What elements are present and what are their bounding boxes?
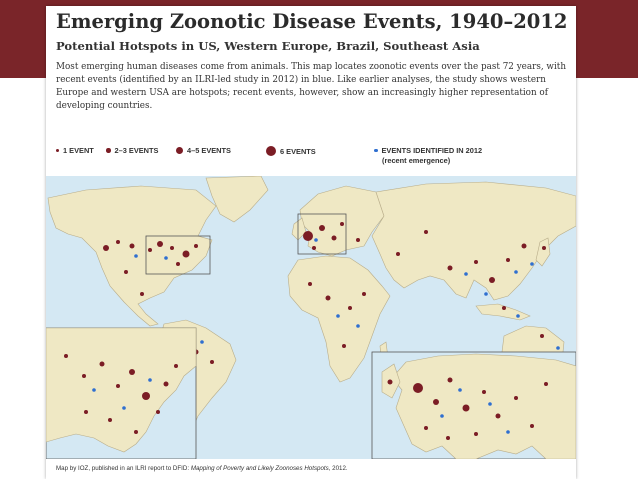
legend-item-6-events <box>266 146 316 156</box>
recent-event-marker <box>514 270 518 274</box>
inset-europe-event <box>474 432 478 436</box>
inset-europe-event <box>544 382 548 386</box>
inset-europe-event <box>463 405 470 412</box>
event-marker <box>489 277 495 283</box>
event-marker <box>332 236 337 241</box>
inset-europe-recent <box>506 430 510 434</box>
event-marker <box>303 231 313 241</box>
recent-event-marker <box>356 324 360 328</box>
inset-europe <box>372 352 576 459</box>
event-marker <box>116 240 120 244</box>
legend-recent-sublabel: (recent emergence) <box>382 156 451 165</box>
event-marker <box>448 266 453 271</box>
event-marker <box>356 238 360 242</box>
legend-dot-1-event <box>56 149 59 152</box>
recent-event-marker <box>484 292 488 296</box>
event-marker <box>103 245 109 251</box>
event-marker <box>362 292 366 296</box>
inset-europe-event <box>424 426 428 430</box>
north-america-shape <box>48 186 216 326</box>
figure-description: Most emerging human diseases come from animals. This map locates zoonotic events over the past 72 years, with recent events (identified by an ILRI-led study in 2012) in blue. Like earlier analyses, the study shows western Europe and western USA are hotspots; recent events, however, show an increasingly higher representation of developing countries. <box>56 62 566 111</box>
event-marker <box>194 244 198 248</box>
world-map <box>46 176 576 459</box>
map-credit <box>56 465 348 472</box>
greenland-shape <box>206 176 268 222</box>
event-marker <box>326 296 331 301</box>
inset-europe-event <box>413 383 423 393</box>
event-marker <box>124 270 128 274</box>
recent-event-marker <box>314 238 318 242</box>
inset-europe-recent <box>440 414 444 418</box>
recent-event-marker <box>134 254 138 258</box>
event-marker <box>396 252 400 256</box>
inset-usa-event <box>108 418 112 422</box>
recent-event-marker <box>164 256 168 260</box>
inset-europe-event <box>530 424 534 428</box>
inset-usa-event <box>142 392 150 400</box>
event-marker <box>540 334 544 338</box>
event-marker <box>542 246 546 250</box>
credit-suffix: , 2012. <box>328 465 348 472</box>
map-figure <box>46 6 576 479</box>
event-marker <box>340 222 344 226</box>
inset-usa-event <box>134 430 138 434</box>
inset-usa-event <box>129 369 135 375</box>
inset-europe-event <box>448 378 453 383</box>
event-marker <box>502 306 506 310</box>
world-map-graphic <box>46 176 576 459</box>
legend-item-1-event <box>56 146 94 155</box>
inset-europe-event <box>446 436 450 440</box>
event-marker <box>506 258 510 262</box>
recent-event-marker <box>200 340 204 344</box>
inset-usa-event <box>164 382 169 387</box>
recent-event-marker <box>516 314 520 318</box>
legend-item-2-3-events <box>106 146 158 155</box>
legend-label: 6 EVENTS <box>280 146 316 156</box>
inset-usa-event <box>174 364 178 368</box>
credit-prefix: Map by IOZ, published in an ILRI report to DFID: <box>56 465 191 472</box>
recent-event-marker <box>556 346 560 350</box>
event-marker <box>183 251 190 258</box>
inset-usa-recent <box>122 406 126 410</box>
event-marker <box>342 344 346 348</box>
event-marker <box>424 230 428 234</box>
inset-europe-event <box>433 399 439 405</box>
inset-usa-recent <box>148 378 152 382</box>
inset-europe-event <box>388 380 393 385</box>
inset-usa-event <box>116 384 120 388</box>
figure-title: Emerging Zoonotic Disease Events, 1940–2012 <box>56 10 568 33</box>
event-marker <box>308 282 312 286</box>
recent-event-marker <box>336 314 340 318</box>
event-marker <box>176 262 180 266</box>
event-marker <box>140 292 144 296</box>
credit-report-title: Mapping of Poverty and Likely Zoonoses Hotspots <box>190 465 329 472</box>
event-marker <box>312 246 316 250</box>
inset-europe-event <box>496 414 501 419</box>
event-marker <box>157 241 163 247</box>
recent-event-marker <box>464 272 468 276</box>
map-legend <box>56 146 571 172</box>
legend-label: 1 EVENT <box>63 146 94 155</box>
figure-subtitle: Potential Hotspots in US, Western Europe, Brazil, Southeast Asia <box>56 39 480 53</box>
inset-usa-event <box>82 374 86 378</box>
inset-usa-event <box>100 362 105 367</box>
legend-item-4-5-events <box>176 146 231 155</box>
legend-recent-label: EVENTS IDENTIFIED IN 2012 <box>381 146 483 155</box>
legend-label: 2–3 EVENTS <box>114 146 159 155</box>
legend-item-recent-events <box>374 146 482 165</box>
event-marker <box>130 244 135 249</box>
inset-usa-event <box>64 354 68 358</box>
legend-dot-4-5-events <box>176 147 183 154</box>
event-marker <box>348 306 352 310</box>
legend-dot-2-3-events <box>106 148 111 153</box>
event-marker <box>474 260 478 264</box>
event-marker <box>319 225 325 231</box>
inset-europe-event <box>514 396 518 400</box>
event-marker <box>210 360 214 364</box>
inset-europe-land <box>392 354 576 459</box>
event-marker <box>148 248 152 252</box>
inset-europe-event <box>482 390 486 394</box>
inset-usa-recent <box>92 388 96 392</box>
europe-shape <box>300 186 384 256</box>
recent-event-marker <box>530 262 534 266</box>
inset-usa <box>46 328 196 459</box>
inset-europe-recent <box>488 402 492 406</box>
legend-label: 4–5 EVENTS <box>187 146 231 155</box>
legend-dot-6-events <box>266 146 276 156</box>
inset-usa-event <box>156 410 160 414</box>
legend-dot-recent <box>374 149 378 153</box>
inset-usa-event <box>84 410 88 414</box>
event-marker <box>170 246 174 250</box>
event-marker <box>522 244 527 249</box>
inset-europe-recent <box>458 388 462 392</box>
